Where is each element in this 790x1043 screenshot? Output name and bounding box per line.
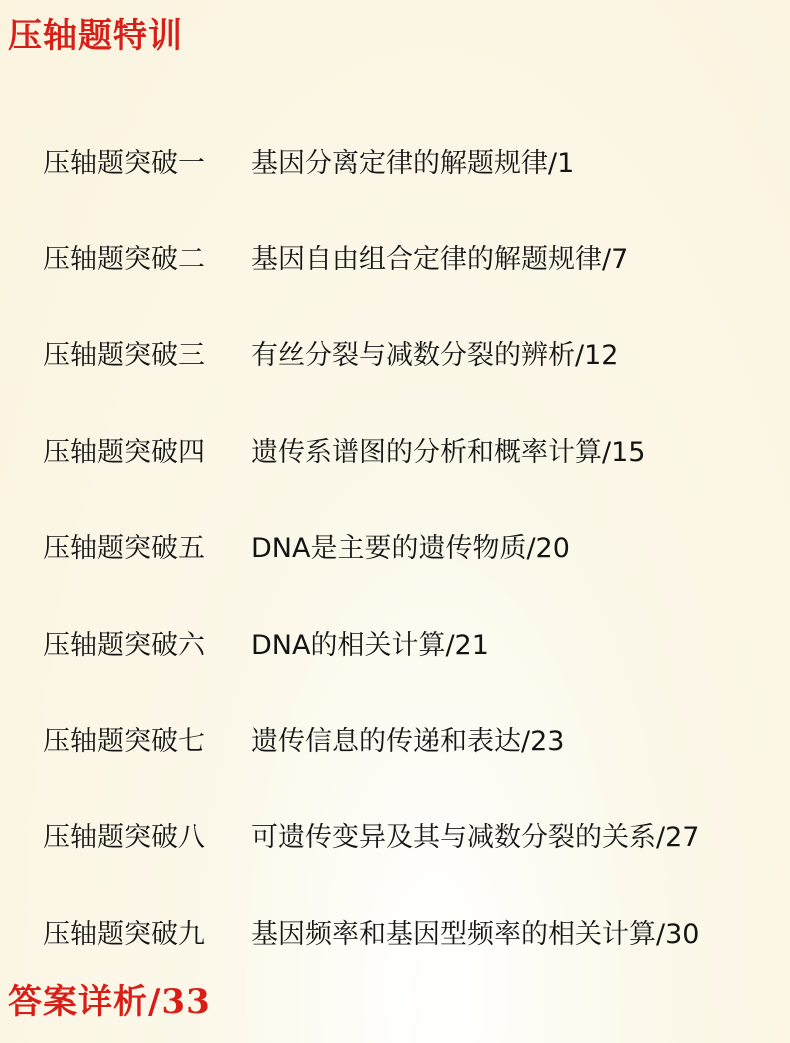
toc-entry-title: 基因频率和基因型频率的相关计算/30: [251, 918, 700, 950]
toc-entry-5[interactable]: [43, 498, 699, 594]
toc-entry-label: 压轴题突破六: [43, 629, 205, 661]
toc-entry-9[interactable]: [43, 883, 699, 979]
toc-entry-title: 基因分离定律的解题规律/1: [251, 147, 575, 179]
toc-entry-label: 压轴题突破三: [43, 340, 205, 372]
toc-entry-label: 压轴题突破五: [43, 533, 205, 565]
toc-entry-title: DNA是主要的遗传物质/20: [251, 533, 570, 565]
toc-entry-title: 有丝分裂与减数分裂的辨析/12: [251, 340, 619, 372]
toc-entry-2[interactable]: [43, 208, 699, 304]
toc-entry-title: 基因自由组合定律的解题规律/7: [251, 244, 629, 276]
toc-entry-4[interactable]: [43, 401, 699, 497]
answers-title[interactable]: 答案详析/33: [8, 982, 211, 1022]
toc-entry-6[interactable]: [43, 594, 699, 690]
table-of-contents: [43, 112, 699, 980]
toc-entry-label: 压轴题突破九: [43, 918, 205, 950]
toc-entry-8[interactable]: [43, 787, 699, 883]
toc-entry-title: 遗传系谱图的分析和概率计算/15: [251, 436, 646, 468]
toc-entry-label: 压轴题突破二: [43, 244, 205, 276]
toc-entry-title: 遗传信息的传递和表达/23: [251, 726, 565, 758]
toc-entry-label: 压轴题突破八: [43, 822, 205, 854]
toc-entry-label: 压轴题突破七: [43, 726, 205, 758]
toc-entry-title: DNA的相关计算/21: [251, 629, 489, 661]
toc-entry-title: 可遗传变异及其与减数分裂的关系/27: [251, 822, 700, 854]
section-title: 压轴题特训: [8, 16, 183, 56]
toc-entry-7[interactable]: [43, 690, 699, 786]
toc-entry-1[interactable]: [43, 112, 699, 208]
toc-entry-3[interactable]: [43, 305, 699, 401]
toc-entry-label: 压轴题突破四: [43, 436, 205, 468]
toc-entry-label: 压轴题突破一: [43, 147, 205, 179]
